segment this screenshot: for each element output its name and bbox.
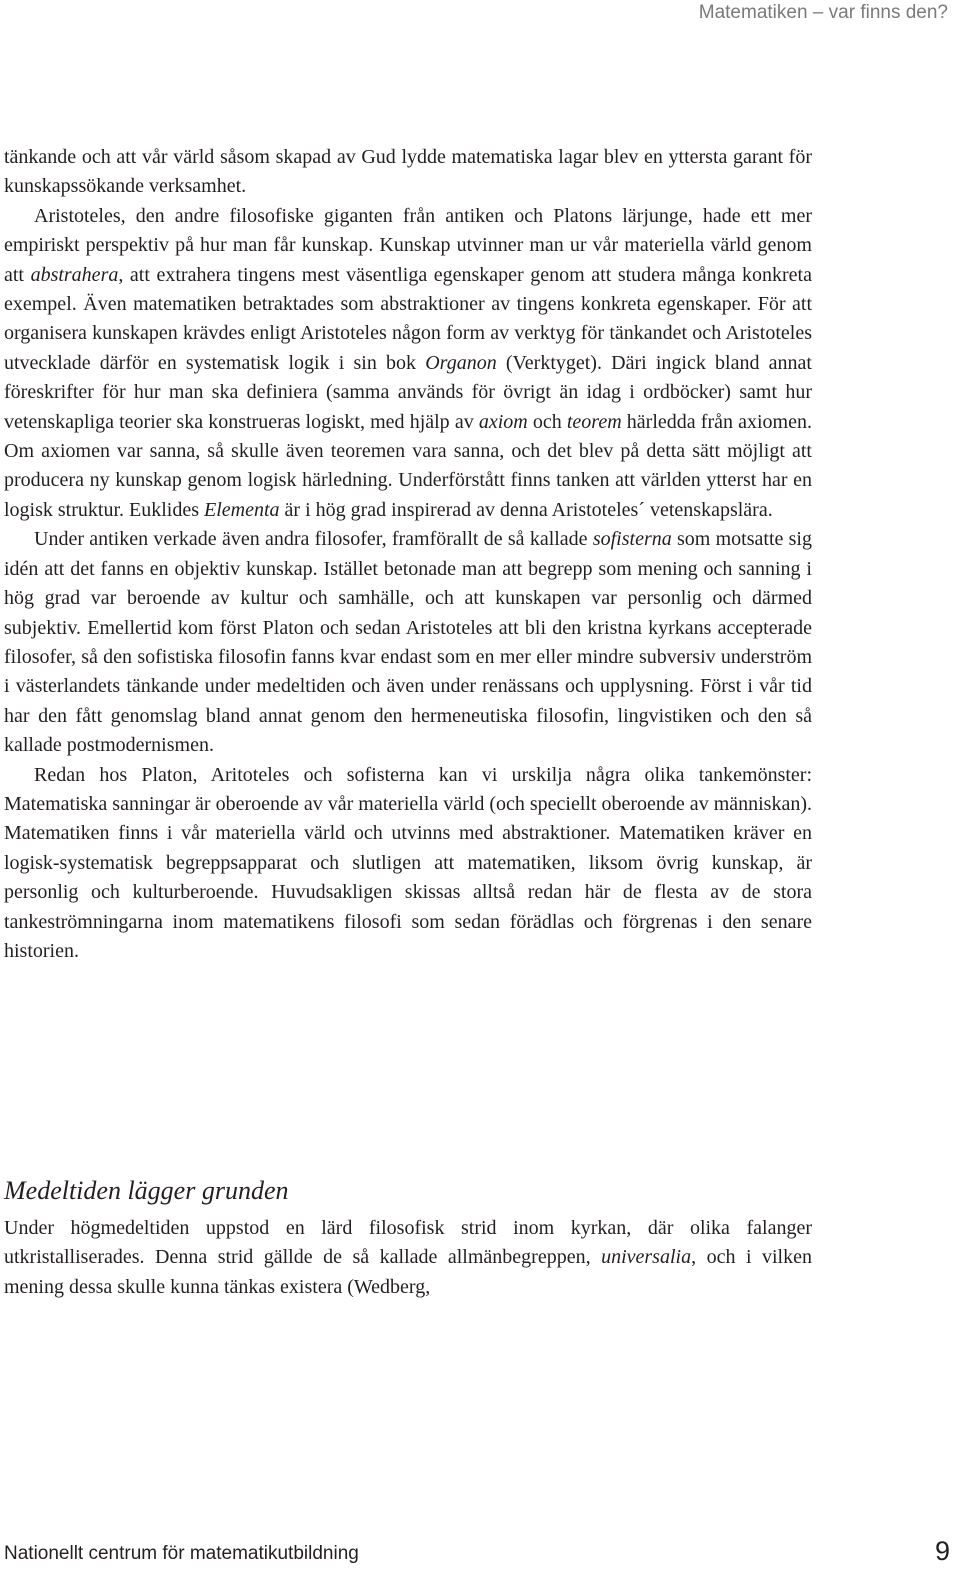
running-header: Matematiken – var finns den? bbox=[698, 2, 948, 23]
emphasis-organon: Organon bbox=[425, 351, 497, 374]
paragraph-continuation bbox=[4, 143, 812, 202]
emphasis-axiom: axiom bbox=[478, 410, 528, 433]
section-body bbox=[4, 1214, 812, 1302]
text-run: , att extrahera tingens mest väsentliga egenskaper genom att studera många konkreta exempel. Även matematiken betraktades som abstraktioner av tingens konkreta egenskaper. För att organisera kunskapen krävdes enligt Aristoteles någon form av verktyg för tänkandet och Aristoteles utvecklade därför en systematisk logik i sin bok bbox=[4, 263, 812, 374]
text-run: Aristoteles, den andre filosofiske giganten från antiken och Platons lärjunge, hade ett mer empiriskt perspektiv på hur man får kunskap. Kunskap utvinner man ur vår materiella värld genom att bbox=[4, 204, 812, 286]
emphasis-abstrahera: abstrahera bbox=[30, 263, 119, 286]
text-run: Under högmedeltiden uppstod en lärd filosofisk strid inom kyrkan, där olika falanger utkristalliserades. Denna strid gällde de så kallade allmänbegreppen, bbox=[4, 1217, 812, 1269]
text-run: och bbox=[527, 410, 567, 433]
text-run: Under antiken verkade även andra filosofer, framförallt de så kallade bbox=[34, 528, 593, 551]
paragraph-sofisterna bbox=[4, 525, 812, 760]
emphasis-teorem: teorem bbox=[566, 410, 622, 433]
footer-organization: Nationellt centrum för matematikutbildning bbox=[4, 1543, 359, 1564]
text-run: är i hög grad inspirerad av denna Aristoteles´ vetenskapslära. bbox=[279, 498, 773, 521]
paragraph-medeltiden bbox=[4, 1214, 812, 1302]
paragraph-tankemonster bbox=[4, 761, 812, 967]
text-run: , och i vilken mening dessa skulle kunna tänkas existera (Wedberg, bbox=[4, 1246, 812, 1298]
emphasis-elementa: Elementa bbox=[204, 498, 280, 521]
emphasis-sofisterna: sofisterna bbox=[592, 528, 672, 551]
text-run: tänkande och att vår värld såsom skapad av Gud lydde matematiska lagar blev en yttersta garant för kunskapssökande verksamhet. bbox=[4, 146, 812, 198]
paragraph-aristoteles bbox=[4, 202, 812, 525]
text-run: som motsatte sig idén att det fanns en objektiv kunskap. Istället betonade man att begrepp som mening och sanning i hög grad var beroende av kultur och samhälle, och att kunskapen var personlig och därmed subjektiv. Emellertid kom först Platon och sedan Aristoteles att bli den kristna kyrkans accepterade filosofer, så den sofistiska filosofin fanns kvar endast som en mer eller mindre subversiv underström i västerlandets tänkande under medeltiden och även under renässans och upplysning. Först i vår tid har den fått genomslag bland annat genom den hermeneutiska filosofin, lingvistiken och den så kallade postmodernismen. bbox=[4, 528, 812, 757]
body-text bbox=[4, 143, 812, 966]
text-run: Redan hos Platon, Aritoteles och sofisterna kan vi urskilja några olika tankemönster: Matematiska sanningar är oberoende av vår materiella värld (och speciellt oberoende av människan). Matematiken finns i vår materiella värld och utvinns med abstraktioner. Matematiken kräver en logisk-systematisk begreppsapparat och slutligen att matematiken, liksom övrig kunskap, är personlig och kulturberoende. Huvudsakligen skissas alltså redan här de flesta av de stora tankeströmningarna inom matematikens filosofi som sedan förädlas och förgrenas i den senare historien. bbox=[4, 763, 812, 962]
emphasis-universalia: universalia bbox=[601, 1246, 692, 1269]
page-number: 9 bbox=[934, 1536, 950, 1566]
section-heading: Medeltiden lägger grunden bbox=[4, 1176, 289, 1205]
text-run: (Verktyget). Däri ingick bland annat föreskrifter för hur man ska definiera (samma används för övrigt än idag i ordböcker) samt hur vetenskapliga teorier ska konstrueras logiskt, med hjälp av bbox=[4, 351, 812, 433]
text-run: härledda från axiomen. Om axiomen var sanna, så skulle även teoremen vara sanna, och det blev på detta sätt möjligt att producera ny kunskap genom logisk härledning. Underförstått finns tanken att världen ytterst har en logisk struktur. Euklides bbox=[4, 410, 812, 521]
